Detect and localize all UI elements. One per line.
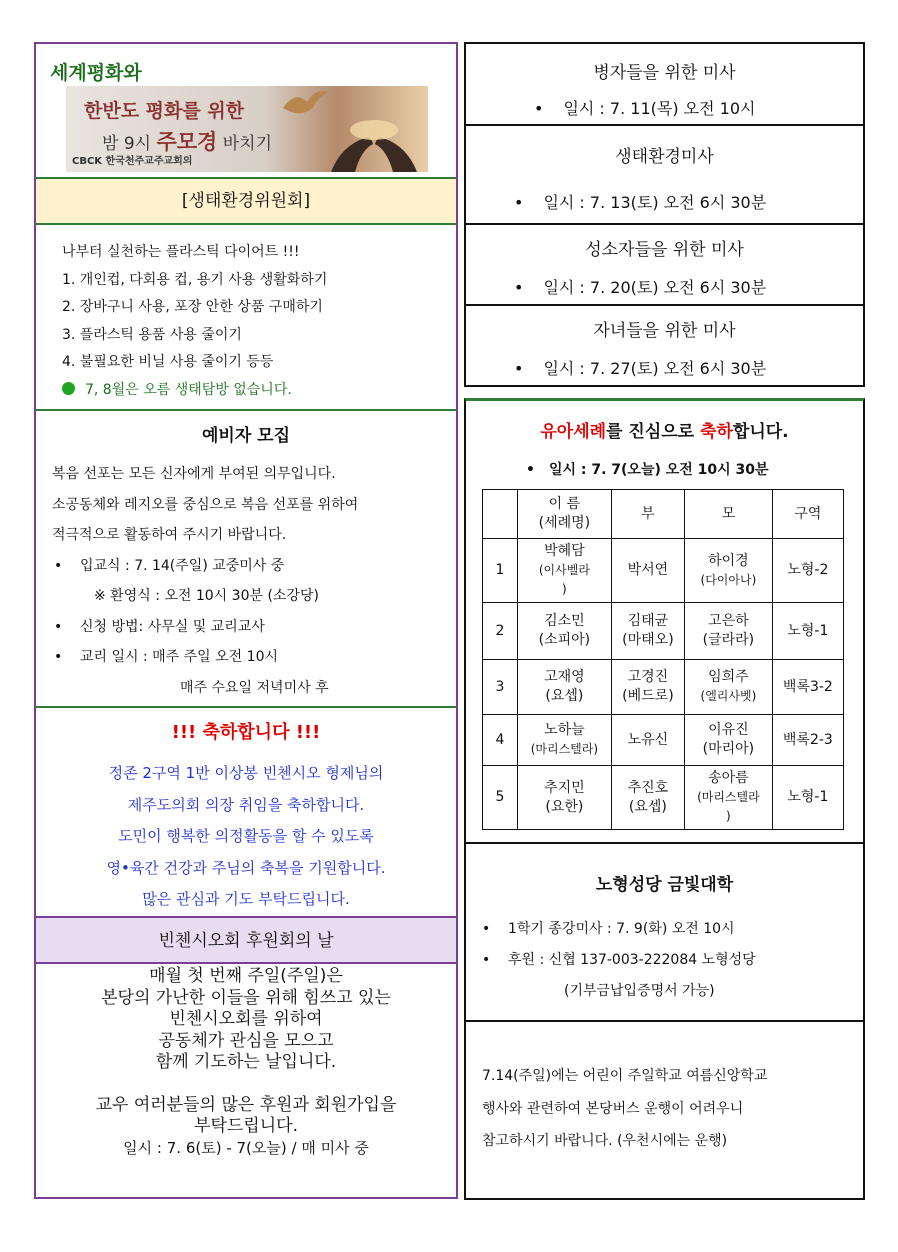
notice-body	[482, 1060, 858, 1158]
vincent-line: 본당의 가난한 이들을 위해 힘쓰고 있는	[101, 987, 391, 1008]
col-name: 이 름 (세례명)	[518, 490, 612, 539]
sick-mass-box	[464, 42, 865, 126]
left-column	[34, 42, 458, 1199]
baptism-table	[482, 489, 844, 830]
col-father: 부	[611, 490, 684, 539]
congrats-line: 제주도의회 의장 취임을 축하합니다.	[127, 795, 365, 814]
vincent-line: 교우 여러분들의 많은 후원과 회원가입을	[95, 1094, 397, 1115]
table-row: 3 고재영 (요셉) 고경진 (베드로) 임희주 (엘리사벳) 백록3-2	[483, 660, 844, 715]
golden-body	[480, 914, 860, 1007]
vincent-body	[36, 966, 456, 1159]
green-dot-icon	[62, 382, 75, 395]
vincent-line: 공동체가 관심을 모으고	[158, 1030, 334, 1051]
children-mass-date: • 일시 : 7. 27(토) 오전 6시 30분	[514, 356, 766, 379]
table-row: 5 추지민 (요한) 추진호 (요셉) 송아름 (마리스텔라 ) 노형-1	[483, 766, 844, 830]
apply-method: • 신청 방법: 사무실 및 교리교사	[52, 612, 452, 643]
eco-line: 3. 플라스틱 용품 사용 줄이기	[62, 326, 242, 343]
catechumen-body	[52, 459, 452, 703]
vocation-mass-title: 성소자들을 위한 미사	[585, 240, 744, 260]
vincent-date: 일시 : 7. 6(토) - 7(오늘) / 매 미사 중	[123, 1138, 369, 1157]
table-row: 2 김소민 (소피아) 김태균 (마태오) 고은하 (글라라) 노형-1	[483, 603, 844, 660]
banner-line-1: 한반도 평화를 위한	[84, 100, 245, 122]
baptism-section	[464, 398, 865, 844]
children-mass-box	[464, 304, 865, 387]
golden-line: • 후원 : 신협 137-003-222084 노형성당	[480, 945, 860, 976]
congrats-line: 영•육간 건강과 주님의 축복을 기원합니다.	[106, 858, 386, 877]
congrats-line: 도민이 행복한 의정활동을 할 수 있도록	[118, 827, 374, 845]
baptism-date: • 일시 : 7. 7(오늘) 오전 10시 30분	[526, 459, 769, 479]
vincent-line: 부탁드립니다.	[194, 1116, 298, 1136]
notice-line: 7.14(주일)에는 어린이 주일학교 여름신앙학교	[482, 1068, 768, 1084]
sick-mass-date: • 일시 : 7. 11(목) 오전 10시	[534, 96, 755, 119]
cbck-logo: CBCK 한국천주교주교회의	[72, 156, 193, 167]
golden-line: • 1학기 종강미사 : 7. 9(화) 오전 10시	[480, 914, 860, 945]
banner-emphasis: 주모경	[156, 130, 218, 154]
eco-committee-body	[36, 225, 456, 411]
catechumen-intro: 적극적으로 활동하여 주시기 바랍니다.	[52, 527, 287, 543]
welcome-ceremony: ※ 환영식 : 오전 10시 30분 (소강당)	[94, 588, 319, 604]
peace-section	[36, 44, 456, 179]
vincent-line: 함께 기도하는 날입니다.	[155, 1052, 337, 1072]
col-no	[483, 490, 518, 539]
peace-title: 세계평화와	[50, 62, 142, 84]
children-mass-title: 자녀들을 위한 미사	[593, 321, 736, 341]
peace-banner	[66, 86, 428, 172]
col-district: 구역	[772, 490, 843, 539]
congrats-line: 정존 2구역 1반 이상봉 빈첸시오 형제님의	[108, 764, 384, 782]
congrats-line: 많은 관심과 기도 부탁드립니다.	[142, 890, 350, 908]
eco-note: 7, 8월은 오름 생태탐방 없습니다.	[62, 377, 456, 405]
notice-box	[464, 1020, 865, 1200]
vincent-header: 빈첸시오회 후원회의 날	[36, 918, 456, 964]
golden-university-box	[464, 842, 865, 1022]
table-row: 1 박혜담 (이사벨라 ) 박서연 하이경 (다이아나) 노형-2	[483, 539, 844, 603]
eco-committee-header: [생태환경위원회]	[36, 179, 456, 225]
banner-line-2: 밤 9시 주모경 바치기	[102, 130, 273, 154]
catechumen-intro: 복음 선포는 모든 신자에게 부여된 의무입니다.	[52, 466, 336, 482]
dove-icon	[281, 88, 331, 118]
congrats-section	[36, 708, 456, 918]
eco-line: 나부터 실천하는 플라스틱 다이어트 !!!	[62, 244, 300, 260]
eco-line: 2. 장바구니 사용, 포장 안한 상품 구매하기	[62, 299, 323, 315]
table-header-row	[483, 490, 844, 539]
eco-line: 1. 개인컵, 다회용 컵, 용기 사용 생활화하기	[62, 271, 328, 288]
class-schedule-2: 매주 수요일 저녁미사 후	[180, 679, 329, 696]
vincent-line: 매월 첫 번째 주일(주일)은	[149, 966, 343, 986]
eco-mass-date: • 일시 : 7. 13(토) 오전 6시 30분	[514, 190, 766, 213]
catechumen-title: 예비자 모집	[201, 426, 291, 446]
notice-line: 행사와 관련하여 본당버스 운행이 어려우니	[482, 1100, 744, 1117]
catechumen-intro: 소공동체와 레지오를 중심으로 복음 선포를 위하여	[52, 496, 359, 513]
eco-mass-box	[464, 124, 865, 225]
vocation-mass-date: • 일시 : 7. 20(토) 오전 6시 30분	[514, 275, 766, 298]
col-mother: 모	[685, 490, 773, 539]
vincent-line: 빈첸시오회를 위하여	[169, 1009, 323, 1029]
baptism-title: 유아세례를 진심으로 축하합니다.	[540, 422, 789, 442]
notice-line: 참고하시기 바랍니다. (우천시에는 운행)	[482, 1133, 728, 1149]
catechumen-section	[36, 411, 456, 708]
golden-title: 노형성당 금빛대학	[595, 875, 734, 895]
praying-hands-icon	[321, 116, 421, 172]
eco-mass-title: 생태환경미사	[615, 147, 714, 167]
vocation-mass-box	[464, 223, 865, 306]
table-row: 4 노하늘 (마리스텔라) 노유신 이유진 (마리아) 백록2-3	[483, 715, 844, 766]
class-schedule: • 교리 일시 : 매주 주일 오전 10시	[52, 642, 452, 673]
congrats-title: !!! 축하합니다 !!!	[171, 722, 321, 743]
sick-mass-title: 병자들을 위한 미사	[593, 63, 736, 83]
eco-line: 4. 불필요한 비닐 사용 줄이기 등등	[62, 354, 274, 370]
spacer	[36, 1074, 456, 1095]
congrats-body	[36, 758, 456, 916]
entrance-ceremony: • 입교식 : 7. 14(주일) 교중미사 중	[52, 551, 452, 582]
golden-line: (기부금납입증명서 가능)	[564, 983, 715, 999]
